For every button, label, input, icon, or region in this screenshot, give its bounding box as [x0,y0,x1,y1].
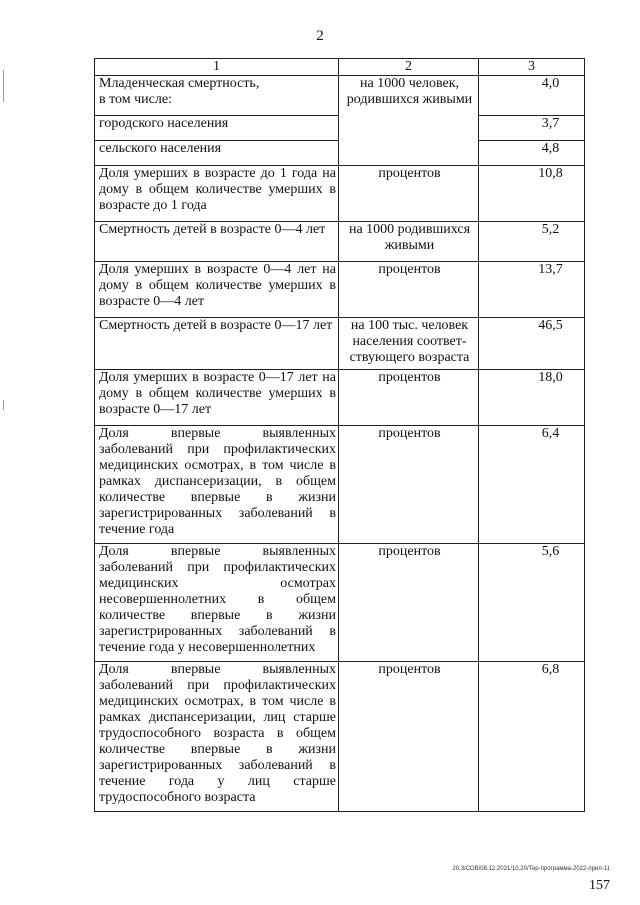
scan-margin-mark [3,70,4,102]
indicator-cell: сельского населения [95,141,339,166]
table-row [95,222,585,262]
document-footer-code: 20.3/СОВ/08.12.2021/10.20/Тер-программа-2022-прил-11 [452,866,610,872]
table-row [95,544,585,662]
page-number-bottom: 157 [589,878,610,893]
unit-cell: на 100 тыс. человек населения соответ- ствующего возраста [339,318,479,370]
table-header-row [95,59,585,76]
indicators-table [94,58,585,812]
indicator-cell: Доля умерших в возрасте до 1 года на дому в общем количестве умерших в возрасте до 1 года [95,166,339,222]
indicator-cell: Смертность детей в возрасте 0—4 лет [95,222,339,262]
value-cell: 5,6 [479,544,585,662]
unit-cell: процентов [339,262,479,318]
table-row [95,426,585,544]
unit-cell: процентов [339,426,479,544]
indicator-cell: Смертность детей в возрасте 0—17 лет [95,318,339,370]
header-col-2: 2 [339,59,479,76]
value-cell: 4,8 [479,141,585,166]
indicator-cell: Доля умерших в возрасте 0—17 лет на дому в общем количестве умерших в возрасте 0—17 лет [95,370,339,426]
header-col-3: 3 [479,59,585,76]
value-cell: 6,8 [479,662,585,812]
table-row [95,76,585,116]
table-row [95,318,585,370]
indicator-cell: Доля умерших в возрасте 0—4 лет на дому в общем количестве умерших в возрасте 0—4 лет [95,262,339,318]
indicator-cell: Доля впервые выявленных заболеваний при профилактических медицинских осмотрах несовершеннолетних в общем количестве впервые в жизни зарегистрированных заболеваний в течение года у несовершеннолетних [95,544,339,662]
value-cell: 13,7 [479,262,585,318]
value-cell: 18,0 [479,370,585,426]
value-cell: 6,4 [479,426,585,544]
unit-cell: процентов [339,166,479,222]
value-cell: 46,5 [479,318,585,370]
unit-cell: процентов [339,544,479,662]
unit-cell: процентов [339,662,479,812]
indicator-cell: Младенческая смертность, в том числе: [95,76,339,116]
indicator-cell: Доля впервые выявленных заболеваний при профилактических медицинских осмотрах, в том числе в рамках диспансеризации, в общем количестве впервые в жизни зарегистрированных заболеваний в течение года [95,426,339,544]
value-cell: 5,2 [479,222,585,262]
table-row [95,662,585,812]
unit-cell: на 1000 человек, родившихся живыми [339,76,479,166]
value-cell: 4,0 [479,76,585,116]
page-number-top: 2 [316,28,324,44]
value-cell: 10,8 [479,166,585,222]
value-cell: 3,7 [479,116,585,141]
unit-cell: на 1000 родившихся живыми [339,222,479,262]
indicator-cell: городского населения [95,116,339,141]
table-row [95,166,585,222]
indicator-cell: Доля впервые выявленных заболеваний при профилактических медицинских осмотрах, в том числе в рамках диспансеризации, лиц старше трудоспособного возраста в общем количестве впервые в жизни зарегистрированных заболеваний в течение года у лиц старше трудоспособного возраста [95,662,339,812]
unit-cell: процентов [339,370,479,426]
scan-margin-mark [3,400,4,410]
table-row [95,370,585,426]
header-col-1: 1 [95,59,339,76]
table-row [95,262,585,318]
